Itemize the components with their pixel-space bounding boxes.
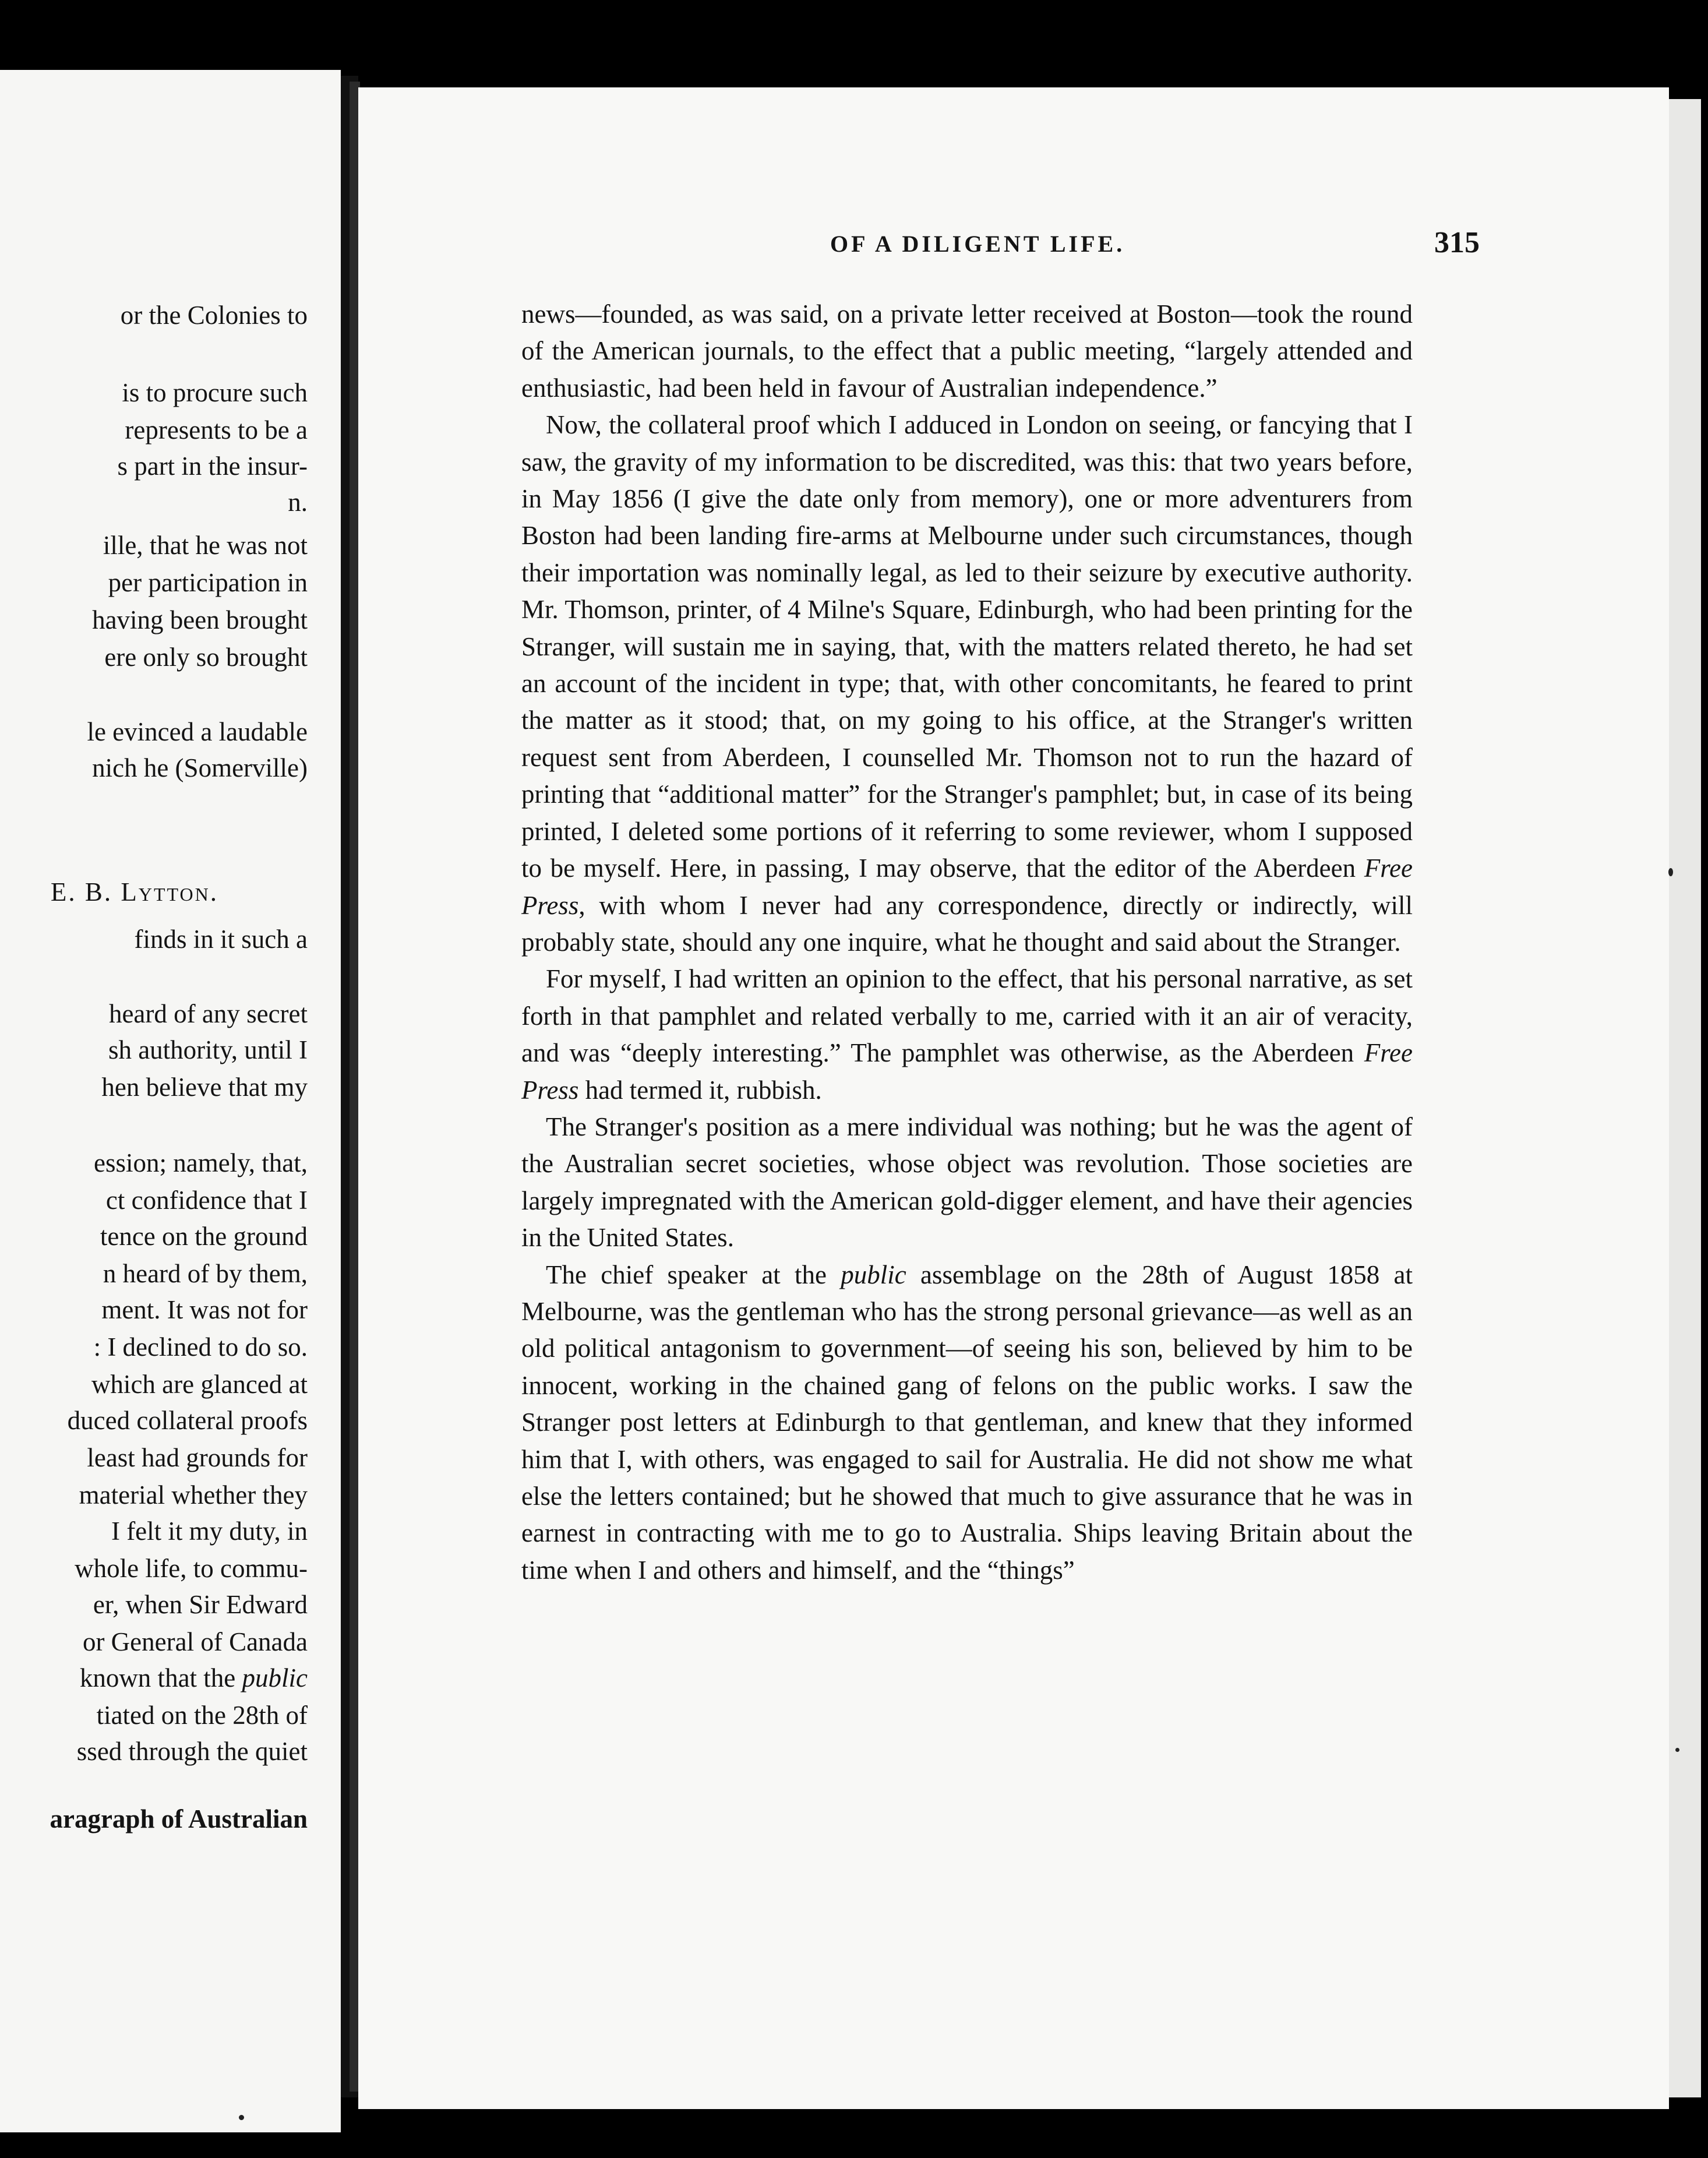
left-line: represents to be a (125, 415, 308, 445)
left-line: ere only so brought (104, 643, 308, 672)
paragraph: Now, the collateral proof which I adduced in London on seeing, or fancying that I saw, the gravity of my information to be discredited, was this: that two years before, in May 1856 (I give the date only from memory), one or more adventurers from Boston had been landing fire-arms at Melbourne under such circumstances, though their importation was nominally legal, as led to their seizure by executive authority. Mr. Thomson, printer, of 4 Milne's Square, Edinburgh, who had been printing for the Stranger, will sustain me in saying, that, with the matters related thereto, he had set an account of the incident in type; that, with other concomitants, he feared to print the matter as it stood; that, on my going to his office, at the Stranger's written request sent from Aberdeen, I counselled Mr. Thomson not to run the hazard of printing that “additional matter” for the Stranger's pamphlet; but, in case of its being printed, I deleted some portions of it referring to some reviewer, whom I supposed to be myself. Here, in passing, I may observe, that the editor of the Aberdeen Free Press, with whom I never had any correspondence, directly or indirectly, will probably state, should any one inquire, what he thought and said about the Stranger. (521, 410, 1413, 957)
left-line: n heard of by them, (103, 1259, 308, 1288)
left-signature: E. B. Lytton. (50, 877, 218, 907)
left-line: or General of Canada (82, 1627, 308, 1656)
main-page (358, 87, 1669, 2109)
left-line: least had grounds for (87, 1443, 308, 1472)
left-line: per participation in (108, 568, 308, 597)
left-line: ession; namely, that, (93, 1148, 308, 1177)
left-line: hen believe that my (101, 1073, 308, 1102)
paragraph: The chief speaker at the public assemblage on the 28th of August 1858 at Melbourne, was the gentleman who has the strong personal grievance—as well as an old political antagonism to government—of seeing his son, believed by him to be innocent, working in the chained gang of felons on the public works. I saw the Stranger post letters at Edinburgh to that gentleman, and knew that they informed him that I, with others, was engaged to sail for Australia. He did not show me what else the letters contained; but he showed that much to give assurance that he was in earnest in contracting with me to go to Australia. Ships leaving Britain about the time when I and others and himself, and the “things” (521, 1260, 1413, 1585)
left-line: le evinced a laudable (87, 717, 308, 746)
left-line: which are glanced at (91, 1370, 308, 1399)
left-line: finds in it such a (134, 925, 308, 954)
left-line: material whether they (79, 1480, 308, 1510)
scan-speck (1675, 1748, 1679, 1752)
scan-speck (239, 2115, 244, 2120)
left-line: aragraph of Australian (50, 1804, 308, 1833)
left-line: sh authority, until I (108, 1035, 308, 1064)
left-line: ille, that he was not (103, 531, 308, 560)
left-line: n. (288, 488, 308, 517)
paragraph: The Stranger's position as a mere individual was nothing; but he was the agent of the Australian secret societies, whose object was revolution. Those societies are largely impregnated with the American gold-digger element, and have their agencies in the United States. (521, 1112, 1413, 1253)
left-line: or the Colonies to (120, 301, 308, 330)
running-head-title: OF A DILIGENT LIFE. (830, 231, 1125, 257)
left-line: whole life, to commu- (75, 1554, 308, 1583)
left-line: s part in the insur- (117, 452, 308, 481)
left-line: duced collateral proofs (67, 1406, 308, 1435)
paragraph: For myself, I had written an opinion to the effect, that his personal narrative, as set forth in that pamphlet and related verbally to me, carried with it an air of veracity, and was “deeply interesting.” The pamphlet was otherwise, as the Aberdeen Free Press had termed it, rubbish. (521, 964, 1413, 1105)
left-line: known that the public (79, 1663, 308, 1692)
body-text (521, 296, 1413, 1589)
left-line: er, when Sir Edward (93, 1590, 308, 1619)
left-line: heard of any secret (108, 999, 308, 1028)
left-line: is to procure such (122, 378, 308, 407)
left-line: having been brought (92, 605, 308, 634)
left-facing-page (0, 70, 341, 2132)
left-line: tence on the ground (100, 1222, 308, 1251)
left-line: nich he (Somerville) (92, 753, 308, 782)
left-line: I felt it my duty, in (111, 1517, 308, 1546)
left-line: ssed through the quiet (76, 1737, 308, 1766)
left-line: : I declined to do so. (93, 1332, 308, 1362)
left-line: ct confidence that I (105, 1186, 308, 1215)
page-number: 315 (1434, 226, 1480, 259)
left-line: tiated on the 28th of (96, 1701, 308, 1730)
scan-speck (1668, 868, 1673, 876)
paragraph: news—founded, as was said, on a private letter received at Boston—took the round of the American journals, to the effect that a public meeting, “largely attended and enthusiastic, had been held in favour of Australian independence.” (521, 299, 1413, 403)
running-head (830, 226, 1480, 265)
left-line: ment. It was not for (101, 1295, 308, 1324)
